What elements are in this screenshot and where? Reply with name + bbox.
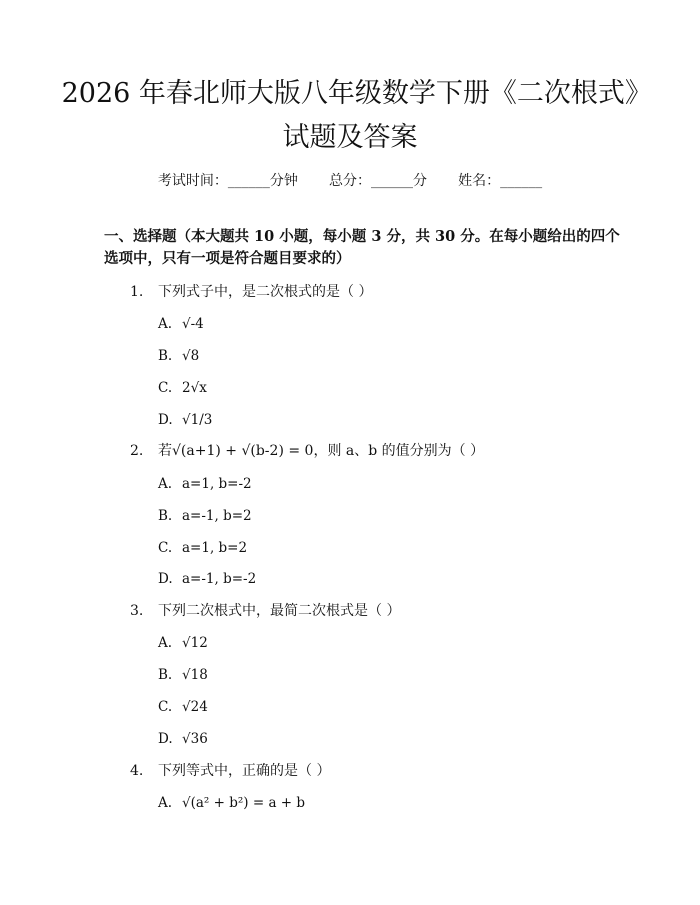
option-letter: C. (158, 380, 173, 396)
answer-option (158, 538, 247, 558)
section-heading: 一、选择题（本大题共 10 小题，每小题 3 分，共 30 分。在每小题给出的四个选项中，只有一项是符合题目要求的） (104, 228, 620, 267)
name-label: 姓名： (458, 173, 501, 189)
answer-option (158, 665, 208, 685)
answer-option (158, 729, 208, 749)
question-number: 2. (130, 443, 144, 459)
option-text: √18 (182, 667, 208, 683)
answer-option (158, 506, 252, 526)
question-stem (130, 761, 330, 781)
option-text: √24 (182, 699, 208, 715)
option-letter: B. (158, 508, 173, 524)
answer-option (158, 569, 256, 589)
option-text: √(a² + b²) = a + b (182, 795, 306, 811)
score-unit: 分 (413, 173, 427, 189)
option-text: 2√x (182, 380, 207, 396)
question-text: 下列二次根式中，最简二次根式是（ ） (158, 603, 401, 619)
option-text: √-4 (182, 316, 204, 332)
option-letter: A. (158, 476, 173, 492)
option-text: √36 (182, 731, 208, 747)
option-letter: B. (158, 667, 173, 683)
question-text: 下列式子中，是二次根式的是（ ） (158, 284, 373, 300)
answer-option (158, 633, 208, 653)
option-text: √1/3 (182, 412, 213, 428)
time-label: 考试时间： (157, 173, 228, 189)
question-stem (130, 282, 372, 302)
answer-option (158, 346, 199, 366)
option-text: √12 (182, 635, 208, 651)
exam-meta (0, 170, 700, 190)
option-letter: B. (158, 348, 173, 364)
option-letter: D. (158, 412, 173, 428)
question-text: 若√(a+1) + √(b-2) = 0，则 a、b 的值分别为（ ） (158, 443, 485, 459)
question-stem (130, 601, 400, 621)
name-blank: ______ (500, 173, 543, 189)
document-title: 2026 年春北师大版八年级数学下册《二次根式》试题及答案 (61, 78, 639, 153)
option-letter: A. (158, 316, 173, 332)
option-text: a=-1, b=2 (182, 508, 252, 524)
option-letter: D. (158, 571, 173, 587)
option-text: a=1, b=2 (182, 540, 248, 556)
option-letter: C. (158, 540, 173, 556)
answer-option (158, 793, 305, 813)
option-text: a=-1, b=-2 (182, 571, 257, 587)
question-text: 下列等式中，正确的是（ ） (158, 763, 331, 779)
time-unit: 分钟 (269, 173, 298, 189)
option-letter: A. (158, 635, 173, 651)
question-number: 4. (130, 763, 144, 779)
question-number: 3. (130, 603, 144, 619)
answer-option (158, 697, 208, 717)
option-letter: A. (158, 795, 173, 811)
option-text: √8 (182, 348, 200, 364)
question-stem (130, 441, 484, 461)
option-letter: D. (158, 731, 173, 747)
score-blank: ______ (371, 173, 413, 189)
time-blank: ______ (227, 173, 270, 189)
option-letter: C. (158, 699, 173, 715)
score-label: 总分： (329, 173, 371, 189)
answer-option (158, 474, 252, 494)
option-text: a=1, b=-2 (182, 476, 252, 492)
answer-option (158, 378, 207, 398)
question-number: 1. (130, 284, 144, 300)
answer-option (158, 410, 212, 430)
answer-option (158, 314, 204, 334)
